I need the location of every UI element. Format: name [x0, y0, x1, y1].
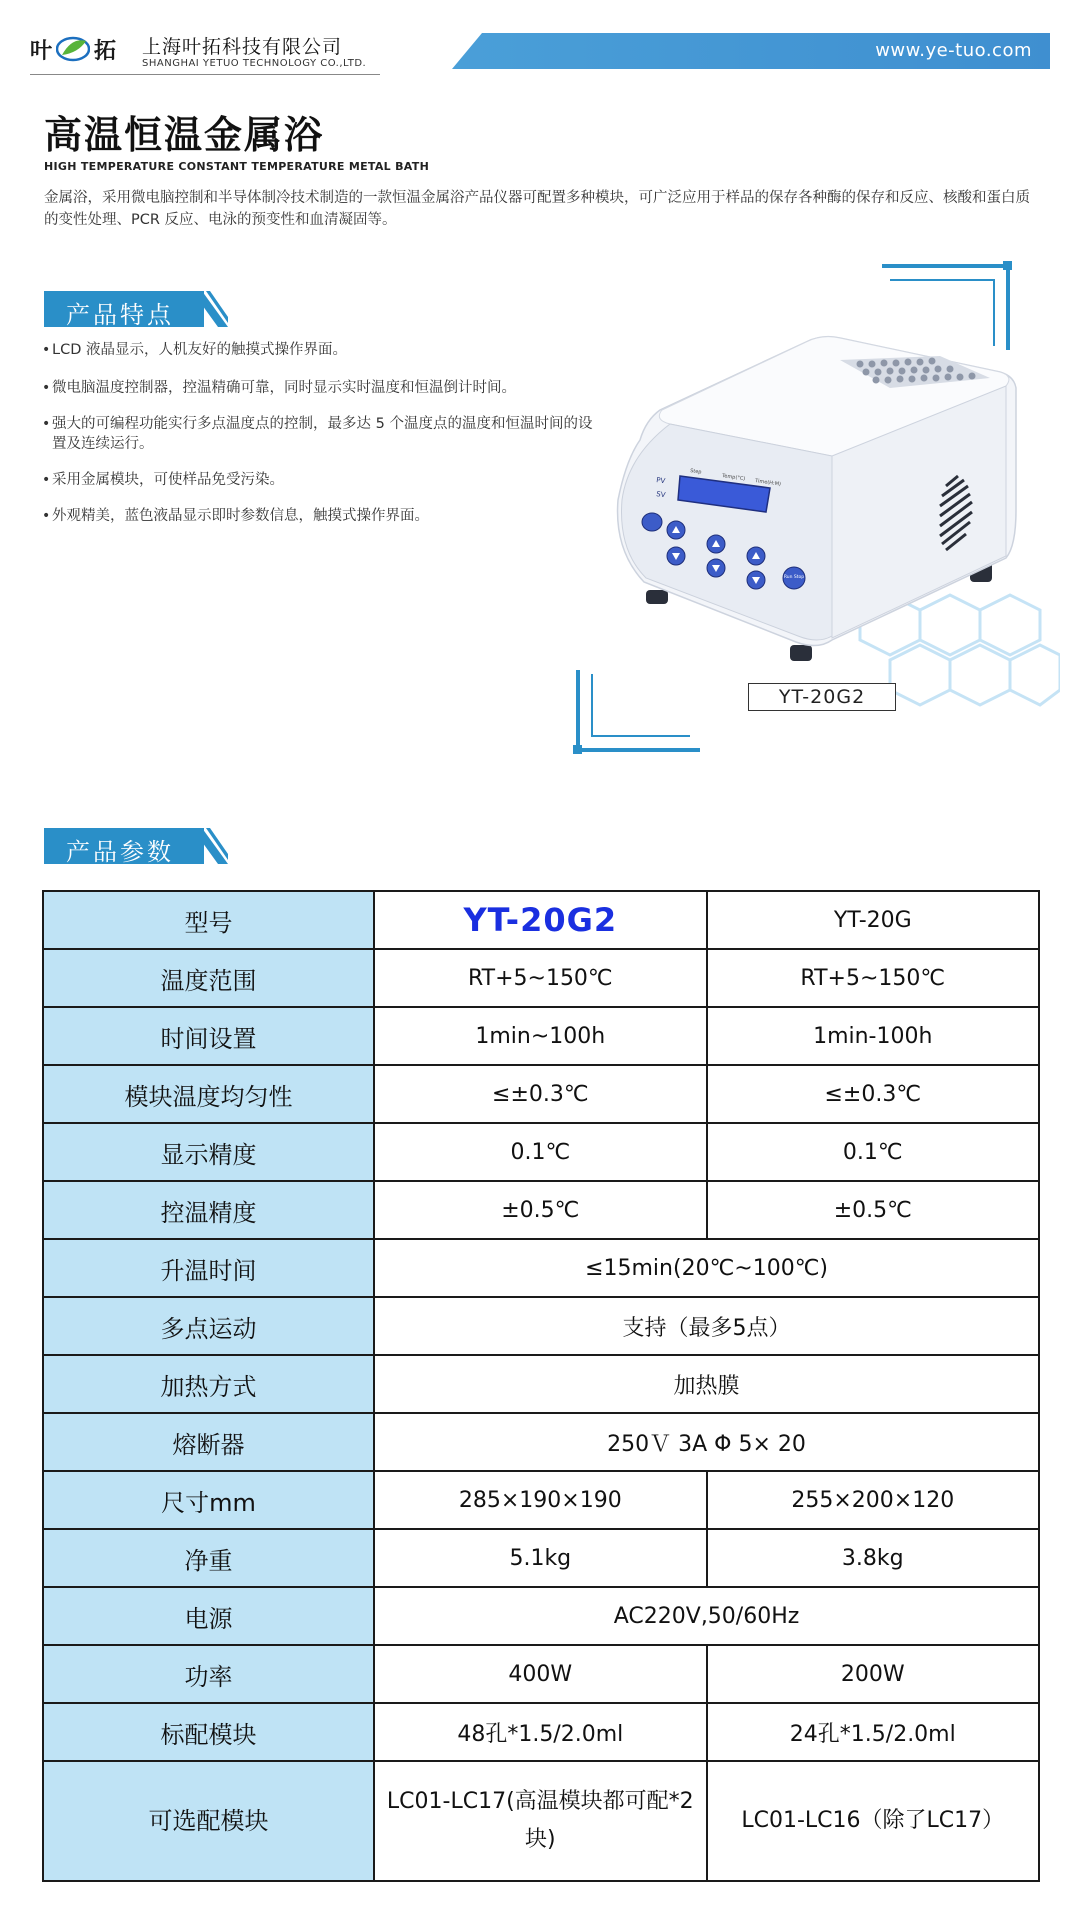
table-row: [43, 1761, 1039, 1881]
row-label: 电源: [43, 1587, 374, 1645]
bullet-icon: •: [42, 416, 51, 432]
leaf-icon: [56, 35, 90, 63]
banner-notch: [452, 33, 492, 69]
feature-text: 采用金属模块，可使样品免受污染。: [52, 472, 284, 488]
features-heading-label: 产品特点: [66, 301, 174, 329]
logo-divider: [30, 74, 380, 75]
cell-value: 48孔*1.5/2.0ml: [374, 1703, 706, 1761]
row-label: 型号: [43, 891, 374, 949]
table-row: [43, 1065, 1039, 1123]
bullet-icon: •: [42, 508, 51, 524]
svg-text:Step: Step: [689, 468, 702, 476]
cell-value: 3.8kg: [707, 1529, 1039, 1587]
cell-value: 255×200×120: [707, 1471, 1039, 1529]
cell-value: ≤15min(20℃~100℃): [374, 1239, 1039, 1297]
cell-value: YT-20G: [707, 891, 1039, 949]
table-row: [43, 1413, 1039, 1471]
heading-slash-decoration: [192, 828, 228, 864]
cell-value: 加热膜: [374, 1355, 1039, 1413]
cell-value: 1min~100h: [374, 1007, 706, 1065]
table-row: [43, 1703, 1039, 1761]
cell-value: ≤±0.3℃: [707, 1065, 1039, 1123]
cell-value: LC01-LC17(高温模块都可配*2块): [374, 1761, 706, 1881]
cell-value: 0.1℃: [374, 1123, 706, 1181]
cell-value: YT-20G2: [374, 891, 706, 949]
row-label: 显示精度: [43, 1123, 374, 1181]
website-url[interactable]: www.ye-tuo.com: [875, 40, 1032, 61]
table-row: [43, 1529, 1039, 1587]
specs-heading: [44, 828, 234, 864]
intro-paragraph: 金属浴，采用微电脑控制和半导体制冷技术制造的一款恒温金属浴产品仪器可配置多种模块，可广泛应用于样品的保存各种酶的保存和反应、核酸和蛋白质的变性处理、PCR 反应、电泳的预变性和血清凝固等。: [44, 190, 1030, 228]
company-name-en: SHANGHAI YETUO TECHNOLOGY CO.,LTD.: [142, 58, 367, 69]
corner-bracket-bottom-left: [578, 670, 700, 750]
cell-value: ±0.5℃: [374, 1181, 706, 1239]
row-label: 熔断器: [43, 1413, 374, 1471]
heading-slash-decoration: [192, 291, 228, 327]
cell-value: 24孔*1.5/2.0ml: [707, 1703, 1039, 1761]
row-label: 加热方式: [43, 1355, 374, 1413]
logo-mark: [30, 32, 116, 66]
feature-item: [42, 506, 602, 526]
row-label: 多点运动: [43, 1297, 374, 1355]
svg-text:SV: SV: [655, 490, 666, 500]
row-label: 功率: [43, 1645, 374, 1703]
table-row: [43, 949, 1039, 1007]
logo-char-left: 叶: [30, 37, 53, 64]
row-label: 升温时间: [43, 1239, 374, 1297]
cell-value: 400W: [374, 1645, 706, 1703]
logo-char-right: 拓: [94, 37, 117, 64]
table-row: [43, 891, 1039, 949]
cell-value: 250Ｖ 3A Φ 5× 20: [374, 1413, 1039, 1471]
table-row: [43, 1181, 1039, 1239]
specs-heading-label: 产品参数: [66, 838, 174, 866]
features-heading: [44, 291, 234, 327]
feature-text: LCD 液晶显示，人机友好的触摸式操作界面。: [52, 342, 347, 358]
feature-item: [42, 378, 602, 398]
row-label: 可选配模块: [43, 1761, 374, 1881]
feature-item: [42, 470, 602, 490]
cell-value: RT+5~150℃: [374, 949, 706, 1007]
cell-value: ±0.5℃: [707, 1181, 1039, 1239]
cell-value: RT+5~150℃: [707, 949, 1039, 1007]
row-label: 尺寸mm: [43, 1471, 374, 1529]
spec-table: [42, 890, 1040, 1882]
cell-value: ≤±0.3℃: [374, 1065, 706, 1123]
corner-bracket-top-right: [882, 266, 1008, 350]
table-row: [43, 1123, 1039, 1181]
cell-value: 285×190×190: [374, 1471, 706, 1529]
cell-value: 5.1kg: [374, 1529, 706, 1587]
cell-value: 1min-100h: [707, 1007, 1039, 1065]
company-name-cn: 上海叶拓科技有限公司: [142, 36, 343, 58]
model-label: YT-20G2: [748, 683, 896, 711]
table-row: [43, 1007, 1039, 1065]
table-row: [43, 1297, 1039, 1355]
cell-value: LC01-LC16（除了LC17）: [707, 1761, 1039, 1881]
row-label: 净重: [43, 1529, 374, 1587]
svg-text:Time(H:M): Time(H:M): [754, 478, 782, 488]
page-title: 高温恒温金属浴: [44, 113, 325, 157]
svg-text:PV: PV: [655, 476, 666, 486]
table-row: [43, 1239, 1039, 1297]
row-label: 时间设置: [43, 1007, 374, 1065]
row-label: 模块温度均匀性: [43, 1065, 374, 1123]
row-label: 控温精度: [43, 1181, 374, 1239]
cell-value: 支持（最多5点）: [374, 1297, 1039, 1355]
feature-text: 外观精美，蓝色液晶显示即时参数信息，触摸式操作界面。: [52, 508, 429, 524]
svg-text:Temp(°C): Temp(°C): [721, 473, 746, 483]
table-row: [43, 1645, 1039, 1703]
row-label: 标配模块: [43, 1703, 374, 1761]
table-row: [43, 1471, 1039, 1529]
bullet-icon: •: [42, 342, 51, 358]
table-row: [43, 1355, 1039, 1413]
feature-list: [42, 340, 602, 542]
cell-value: 0.1℃: [707, 1123, 1039, 1181]
bullet-icon: •: [42, 380, 51, 396]
feature-item: [42, 340, 602, 360]
svg-text:Run Stop: Run Stop: [783, 575, 805, 580]
bullet-icon: •: [42, 472, 51, 488]
website-banner: [452, 33, 1050, 69]
feature-text: 强大的可编程功能实行多点温度点的控制，最多达 5 个温度点的温度和恒温时间的设置及连续运行。: [52, 416, 593, 452]
cell-value: AC220V,50/60Hz: [374, 1587, 1039, 1645]
table-row: [43, 1587, 1039, 1645]
page-title-en: HIGH TEMPERATURE CONSTANT TEMPERATURE METAL BATH: [44, 160, 430, 173]
company-logo: [30, 28, 380, 76]
feature-item: [42, 414, 602, 454]
feature-text: 微电脑温度控制器，控温精确可靠，同时显示实时温度和恒温倒计时间。: [52, 380, 516, 396]
row-label: 温度范围: [43, 949, 374, 1007]
cell-value: 200W: [707, 1645, 1039, 1703]
